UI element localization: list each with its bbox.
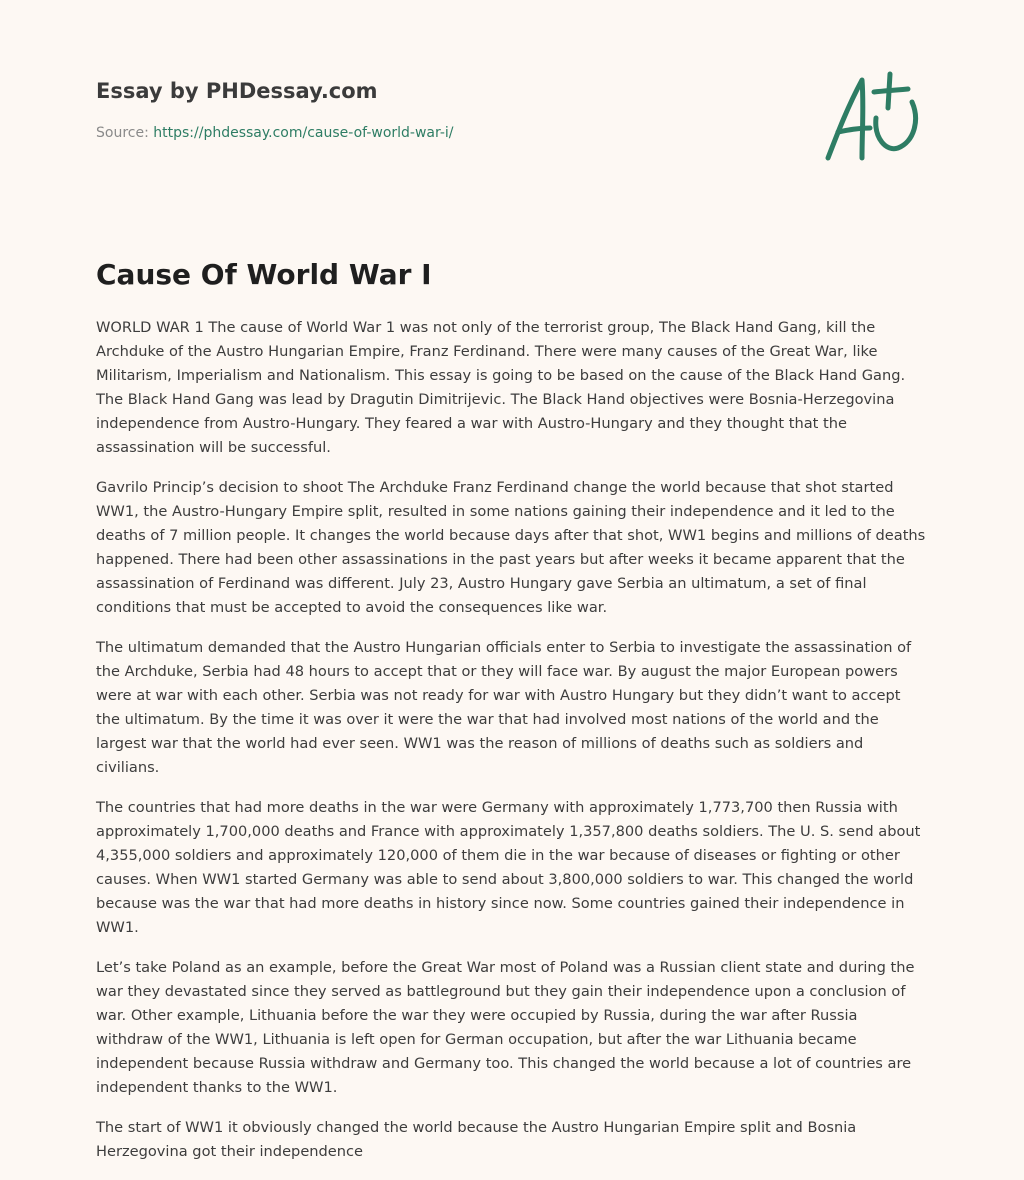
a-plus-logo-icon [818,66,930,170]
essay-paragraph: WORLD WAR 1 The cause of World War 1 was not only of the terrorist group, The Black Hand Gang, kill the Archduke of the Austro Hungarian Empire, Franz Ferdinand. There were many causes of the Great War, like Militarism, Imperialism and Nationalism. This essay is going to be based on the cause of the Black Hand Gang. The Black Hand Gang was lead by Dragutin Dimitrijevic. The Black Hand objectives were Bosnia-Herzegovina independence from Austro-Hungary. They feared a war with Austro-Hungary and they thought that the assassination will be successful. [96,319,906,456]
essay-paragraph: The ultimatum demanded that the Austro Hungarian officials enter to Serbia to investigate the assassination of the Archduke, Serbia had 48 hours to accept that or they will face war. By august the major European powers were at war with each other. Serbia was not ready for war with Austro Hungary but they didn’t want to accept the ultimatum. By the time it was over it were the war that had involved most nations of the world and the largest war that the world had ever seen. WW1 was the reason of millions of deaths such as soldiers and civilians. [96,639,912,776]
source-label: Source: [96,125,149,141]
essay-title: Cause Of World War I [96,258,432,291]
essay-paragraph: The start of WW1 it obviously changed the world because the Austro Hungarian Empire split and Bosnia Herzegovina got their independence [96,1119,857,1160]
essay-paragraph: Let’s take Poland as an example, before the Great War most of Poland was a Russian client state and during the war they devastated since they served as battleground but they gain their independence upon a conclusion of war. Other example, Lithuania before the war they were occupied by Russia, during the war after Russia withdraw of the WW1, Lithuania is left open for German occupation, but after the war Lithuania became independent because Russia withdraw and Germany too. This changed the world because a lot of countries are independent thanks to the WW1. [96,959,915,1096]
essay-paragraph: The countries that had more deaths in the war were Germany with approximately 1,773,700 then Russia with approximately 1,700,000 deaths and France with approximately 1,357,800 deaths soldiers. The U. S. send about 4,355,000 soldiers and approximately 120,000 of them die in the war because of diseases or fighting or other causes. When WW1 started Germany was able to send about 3,800,000 soldiers to war. This changed the world because was the war that had more deaths in history since now. Some countries gained their independence in WW1. [96,799,921,936]
essay-body [96,316,928,1180]
essay-paragraph: Gavrilo Princip’s decision to shoot The Archduke Franz Ferdinand change the world because that shot started WW1, the Austro-Hungary Empire split, resulted in some nations gaining their independence and it led to the deaths of 7 million people. It changes the world because days after that shot, WW1 begins and millions of deaths happened. There had been other assassinations in the past years but after weeks it became apparent that the assassination of Ferdinand was different. July 23, Austro Hungary gave Serbia an ultimatum, a set of final conditions that must be accepted to avoid the consequences like war. [96,479,926,616]
source-line [96,124,454,142]
source-link[interactable]: https://phdessay.com/cause-of-world-war-i/ [153,125,454,141]
site-title: Essay by PHDessay.com [96,79,378,103]
